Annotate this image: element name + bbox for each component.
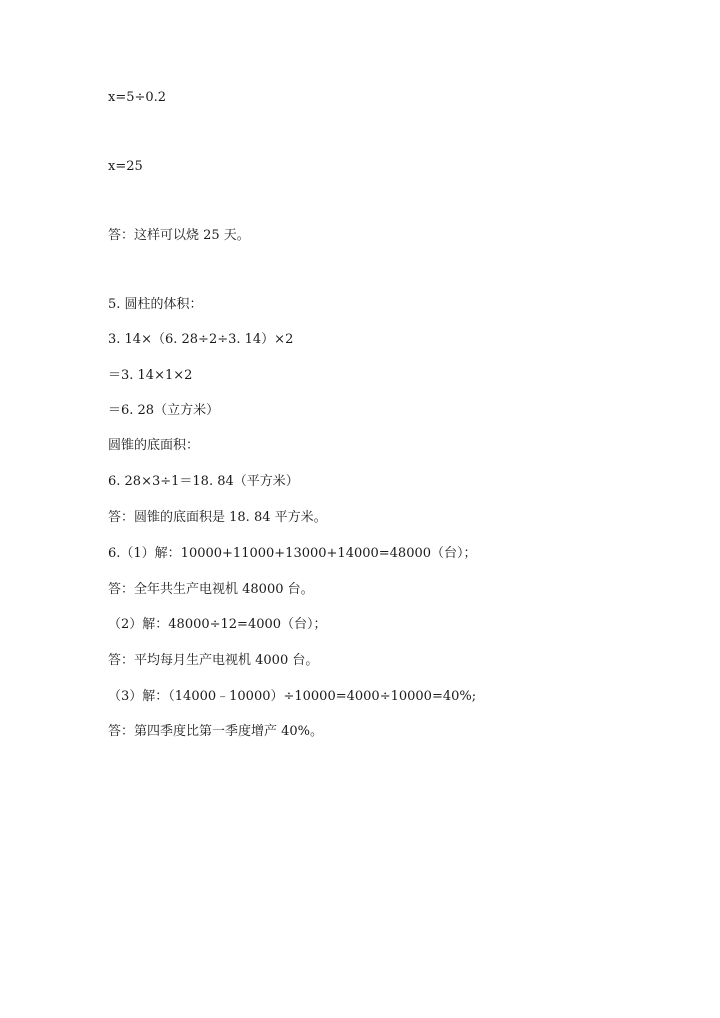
equation-result: x=25 xyxy=(108,159,143,174)
question-6-part-3: （3）解：（14000﹣10000）÷10000=4000÷10000=40%; xyxy=(108,689,477,704)
question-6-part-1: 6.（1）解：10000+11000+13000+14000=48000（台）； xyxy=(108,546,477,561)
answer-line: 答：第四季度比第一季度增产 40%。 xyxy=(108,724,324,739)
question-5-heading: 5. 圆柱的体积： xyxy=(108,297,203,312)
answer-line: 答：圆锥的底面积是 18. 84 平方米。 xyxy=(108,510,327,525)
equation-line: x=5÷0.2 xyxy=(108,90,167,105)
question-6-part-2: （2）解：48000÷12=4000（台）； xyxy=(108,617,327,632)
answer-line: 答：这样可以烧 25 天。 xyxy=(108,228,250,243)
calculation-line: ＝3. 14×1×2 xyxy=(108,368,193,383)
answer-line: 答：全年共生产电视机 48000 台。 xyxy=(108,582,314,597)
calculation-line: 3. 14×（6. 28÷2÷3. 14）×2 xyxy=(108,332,294,347)
subheading: 圆锥的底面积： xyxy=(108,438,200,453)
calculation-line: 6. 28×3÷1＝18. 84（平方米） xyxy=(108,474,299,489)
answer-line: 答：平均每月生产电视机 4000 台。 xyxy=(108,653,319,668)
calculation-result: ＝6. 28（立方米） xyxy=(108,403,220,418)
